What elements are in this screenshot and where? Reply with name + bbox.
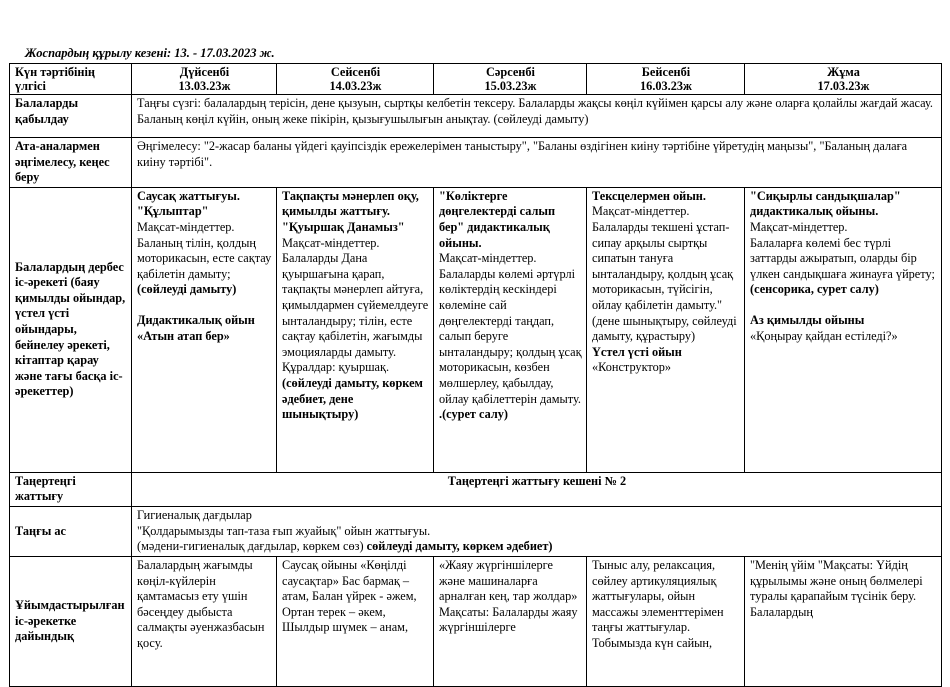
activity-title: Саусақ жаттығуы. [137, 188, 240, 203]
row-label-organized: Ұйымдастырылған іс-әрекетке дайындық [10, 556, 132, 686]
area-tag: (сенсорика, сурет салу) [750, 282, 879, 297]
activity-title: Тексцелермен ойын. [592, 188, 706, 203]
area-tag: (сөйлеуді дамыту, көркем әдебиет, дене шынықтыру) [282, 375, 423, 422]
activity-name: "Қуыршақ Данамыз" [282, 219, 405, 234]
day-date: 13.03.23ж [178, 79, 231, 93]
day-date: 16.03.23ж [640, 79, 692, 93]
breakfast-line3: (мәдени-гигиеналық дағдылар, көркем сөз) [137, 539, 364, 554]
breakfast-line2: "Қолдарымызды тап-таза ғып жуайық" ойын жаттығуы. [137, 523, 431, 538]
organized-monday: Балалардың жағымды көңіл-күйлерін қамтамасыз ету үшін бәсеңдеу дыбыста салмақты әуенжазбасын қосу. [132, 556, 277, 686]
exercise-text: Таңертеңгі жаттығу кешені № 2 [132, 472, 942, 506]
goal-label: Мақсат-міндеттер. [137, 219, 235, 234]
goal-text: Балаларды Дана қуыршағына қарап, тақпақты мәнерлеп айтуға, қимылдармен сүйемелдеуге ынталандыру; тілін, есте сақтау қабілетін, жағымды эмоцияларды дамыту. Құралдар: қуыршақ. [282, 251, 429, 375]
row-reception [10, 95, 942, 138]
day-name: Сейсенбі [330, 65, 381, 79]
activity-title: "Сиқырлы сандықшалар" дидактикалық ойыны. [750, 188, 901, 219]
reception-text: Таңғы сүзгі: балалардың терісін, дене қызуын, сыртқы келбетін тексеру. Балаларды жақсы көңіл күйімен қарсы алу және оларға қолайлы жағдай жасау. Баланың көңіл күйін, оның жеке пікірін, қызығушылығын анықтау. (сөйлеуді дамыту) [132, 95, 942, 138]
independent-friday [745, 187, 942, 472]
organized-thursday: Тыныс алу, релаксация, сөйлеу артикуляциялық жаттығулары, ойын массажы элементтерімен таңғы жаттығулар. Тобымызда күн сайын, [587, 556, 745, 686]
header-day-friday [745, 64, 942, 95]
parents-text: Әңгімелесу: "2-жасар баланы үйдегі қауіпсіздік ережелерімен таныстыру", "Баланы өздігінен киіну тәртібіне үйретудің маңызы", "Баланың далаға киіну тәртібі". [132, 138, 942, 188]
breakfast-area-tag: сөйлеуді дамыту, көркем әдебиет) [366, 539, 553, 554]
organized-wednesday: «Жаяу жүргіншілерге және машиналарға арналған кең, тар жолдар» Мақсаты: Балаларды жаяу жүргіншілерге [434, 556, 587, 686]
header-row [10, 64, 942, 95]
header-schedule-line2: үлгісі [15, 79, 46, 93]
weekly-plan-table [9, 63, 942, 687]
row-label-independent: Балалардың дербес іс-әрекеті (баяу қимылды ойындар, үстел үсті ойындары, бейнелеу әрекеті, кітаптар қарау және тағы басқа іс-әрекеттер) [10, 187, 132, 472]
goal-text: Балаларға көлемі бес түрлі заттарды ажыратып, оларды бір үлкен сандықшаға жинауға үйрету; [750, 235, 935, 281]
row-label-exercise: Таңертеңгі жаттығу [10, 472, 132, 506]
game-title: Аз қимылды ойыны [750, 312, 865, 327]
day-name: Сәрсенбі [486, 65, 535, 79]
spacer [137, 298, 272, 313]
row-breakfast [10, 506, 942, 556]
header-day-thursday [587, 64, 745, 95]
row-organized-activity-prep [10, 556, 942, 686]
area-tag: (сөйлеуді дамыту) [137, 282, 237, 297]
independent-wednesday [434, 187, 587, 472]
row-morning-exercise [10, 472, 942, 506]
goal-label: Мақсат-міндеттер. [282, 235, 380, 250]
breakfast-line1: Гигиеналық дағдылар [137, 507, 252, 522]
organized-tuesday: Саусақ ойыны «Көңілді саусақтар» Бас бармақ – атам, Балан үйрек - әжем, Ортан терек – әкем, Шылдыр шүмек – анам, [277, 556, 434, 686]
game-name: «Қоңырау қайдан естіледі?» [750, 328, 898, 343]
row-label-parents: Ата-аналармен әңгімелесу, кеңес беру [10, 138, 132, 188]
game-name: «Атын атап бер» [137, 328, 230, 343]
goal-text: Балаларды текшені ұстап-сипау арқылы сыртқы сипатын тануға ынталандыру, қолдың ұсақ моторикасын, түйсігін, ойлау қабілетін дамыту." (дене шынықтыру, сөйлеуді дамыту, құрастыру) [592, 219, 737, 344]
game-name: «Конструктор» [592, 360, 672, 375]
page-title: Жоспардың құрылу кезені: 13. - 17.03.2023 ж. [25, 46, 275, 60]
game-title: Дидактикалық ойын [137, 312, 255, 327]
header-schedule-line1: Күн тәртібінің [15, 65, 96, 79]
header-schedule-cell [10, 64, 132, 95]
day-date: 15.03.23ж [484, 79, 537, 93]
breakfast-cell [132, 506, 942, 556]
header-day-tuesday [277, 64, 434, 95]
goal-label: Мақсат-міндеттер. [750, 219, 848, 234]
goal-text: Баланың тілін, қолдың моторикасын, есте сақтау қабілетін дамыту; [137, 235, 272, 281]
independent-thursday [587, 187, 745, 472]
day-name: Бейсенбі [641, 65, 691, 79]
activity-name: "Құлыптар" [137, 204, 209, 219]
day-name: Жұма [827, 65, 860, 79]
row-parents [10, 138, 942, 188]
day-date: 17.03.23ж [817, 79, 870, 93]
goal-text: Балаларды көлемі әртүрлі көліктердің кескіндері көлеміне сай дөңгелектерді таңдап, салып беруге ынталандыру; қолдың ұсақ моторикасын, көзбен мөлшерлеу, қабылдау, ойлау қабілеттерін дамыту. [439, 266, 582, 406]
header-day-wednesday [434, 64, 587, 95]
row-label-reception: Балаларды қабылдау [10, 95, 132, 138]
activity-title: "Көліктерге дөңгелектерді салып бер" дидактикалық ойыны. [439, 188, 556, 250]
day-date: 14.03.23ж [329, 79, 382, 93]
organized-friday: "Менің үйім "Мақсаты: Үйдің құрылымы және оның бөлмелері туралы қарапайым түсінік беру. Балалардың [745, 556, 942, 686]
goal-label: Мақсат-міндеттер. [592, 204, 690, 219]
independent-tuesday [277, 187, 434, 472]
day-name: Дүйсенбі [179, 65, 230, 79]
independent-monday [132, 187, 277, 472]
activity-title: Тақпақты мәнерлеп оқу, қимылды жаттығу. [282, 188, 419, 219]
goal-label: Мақсат-міндеттер. [439, 251, 537, 266]
spacer [750, 298, 937, 313]
game-title: Үстел үсті ойын [592, 344, 682, 359]
area-tag: .(сурет салу) [439, 407, 509, 422]
row-independent-activity [10, 187, 942, 472]
header-day-monday [132, 64, 277, 95]
row-label-breakfast: Таңғы ас [10, 506, 132, 556]
